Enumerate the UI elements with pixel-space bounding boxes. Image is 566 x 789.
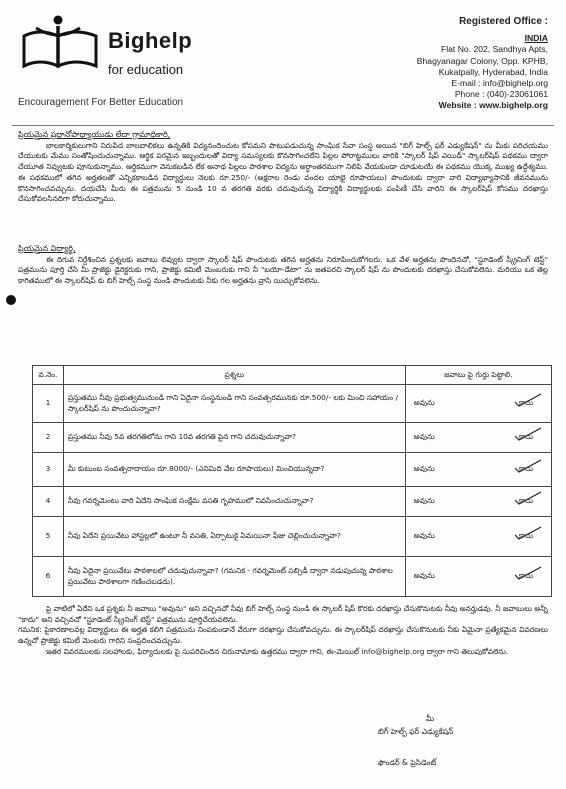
answer-cell (405, 487, 551, 517)
remark-note: గమనిక: పైకారణాలవల్ల విద్యార్థులు ఈ అర్హత కలిగి పత్రమును నింపకుండానే వేరుగా దరఖాస్తు చేసుకోవచ్చును. ఈ స్కాలర్‌షిప్ దరఖాస్తు చేసుకొనుటకు నీకు ఏమైనా ప్రత్యేకమైన వివరణలు ఉన్నచో ప్రాజెక్టు కమిటీ మెంబరు గారిని సంప్రదించవచ్చును. (18, 625, 548, 646)
no-option-checked[interactable]: కాదు (519, 398, 533, 409)
table-row (33, 423, 552, 453)
row-number: 4 (33, 487, 64, 517)
tick-mark-icon (513, 565, 543, 581)
brand-subtitle: for education (108, 62, 184, 77)
row-number: 3 (33, 453, 64, 487)
row-question: ప్రస్తుతము నీవు ప్రభుత్వమునుండి గాని ఏదైనా సంస్థనుండి గాని సంవత్సరమునకు రూ.500/- లకు మించి సహాయం / స్కాలర్‌షిప్ ను పొందుచున్నావా? (63, 385, 405, 423)
office-country: INDIA (524, 33, 548, 44)
registered-office-block (338, 16, 548, 112)
logo-figure-icon (18, 14, 104, 70)
yes-option[interactable]: అవును (413, 464, 435, 474)
signoff-title: ఫౌండర్ & ప్రెసిడెంట్ (378, 758, 437, 767)
no-option-checked[interactable]: కాదు (519, 531, 533, 542)
table-row (33, 517, 552, 557)
row-question: ప్రస్తుతము నీవు 5వ తరగతిలోను గాని 10వ తరగతి పైన గాని చదువుచున్నావా? (63, 423, 405, 453)
signoff-org: బిగ్ హెల్ప్ ఫర్ ఎడ్యుకేషన్ (378, 727, 454, 736)
office-line: Bhagyanagar Colony, Opp. KPHB, (416, 55, 548, 66)
signature-block (378, 712, 453, 769)
office-phone: Phone : (040)-23061061 (454, 89, 548, 100)
office-line: Kukatpally, Hyderabad, India (438, 66, 548, 77)
row-number: 5 (33, 517, 64, 557)
tagline: Encouragement For Better Education (18, 97, 184, 108)
no-option-checked[interactable]: కాదు (519, 464, 533, 475)
office-email: E-mail : info@bighelp.org (451, 78, 548, 89)
yes-option[interactable]: అవును (413, 571, 435, 581)
col-header-question: ప్రశ్నలు (63, 366, 405, 385)
tick-mark-icon (513, 458, 543, 474)
tick-mark-icon (513, 392, 543, 408)
no-option-checked[interactable]: కాదు (519, 571, 533, 582)
contact-note: ఇతర వివరములకు సలహాలకు, ఫిర్యాదులకు పై సుపరిచిందిన చిరునామాకు ఉత్తరము ద్వారా గాని, ఈ-మెయిల్ info@bighelp.org ద్వారా గాని తెలుపుకోవలెను. (46, 646, 509, 656)
punch-hole-mark (6, 295, 16, 305)
answer-cell (405, 453, 551, 487)
office-website: Website : www.bighelp.org (438, 100, 548, 111)
col-header-answer: జవాబు పై గుర్తు పెట్టాలి. (405, 366, 551, 385)
signoff-yours: మీ (426, 714, 435, 723)
no-option-checked[interactable]: కాదు (519, 496, 533, 507)
answer-cell (405, 423, 551, 453)
row-question: నీవు ఏదైనా ప్రయివేటు పాఠశాలలో చదువుచున్నావా? (గమనిక - గవర్నమెంట్ సబ్సిడీ ద్వారా నడుపుచున్న పాఠశాల ప్రయివేటు పాఠశాలగా గణించబడదు). (63, 557, 405, 597)
tick-mark-icon (513, 490, 543, 506)
table-row (33, 487, 552, 517)
closing-notes (18, 604, 548, 658)
no-option-checked[interactable]: కాదు (519, 432, 533, 443)
header-divider (12, 125, 554, 126)
table-row (33, 557, 552, 597)
tick-mark-icon (513, 525, 543, 541)
eligibility-table (32, 365, 552, 597)
yes-option[interactable]: అవును (413, 496, 435, 506)
col-header-number: వ.నెం. (33, 366, 64, 385)
table-row (33, 453, 552, 487)
answer-cell (405, 385, 551, 423)
answer-cell (405, 557, 551, 597)
greeting: ప్రియమైన ప్రధానోపాధ్యాయుడు లేదా గ్రామాధికారి, (18, 130, 171, 139)
student-salutation: ప్రియమైన విద్యార్థి, (18, 244, 76, 253)
row-question: మీ కుటుంబ సంవత్సరాదాయం రూ.8000/- (ఎనిమిది వేల రూపాయలు) మించియున్నదా? (63, 453, 405, 487)
yes-option[interactable]: అవును (413, 531, 435, 541)
row-number: 6 (33, 557, 64, 597)
row-question: నీవు ఏదేని ప్రయివేటు హాస్టల్లలో ఉంటూ నీ వసతి, ఏర్పాటుకై ఏమయినా ఫీజు చెల్లించుచున్నావా? (63, 517, 405, 557)
student-paragraph: ఈ దిగువ నిర్దేశించిన ప్రశ్నలకు జవాబు లివ్వుట ద్వారా స్కాలర్ షిప్ పొందుటకు తగిన అర్హతను నిరూపించుకోగలరు. ఒక వేళ అర్హతను పొందినచో, "స్టూడెంట్ స్క్రీనింగ్ టెస్ట్" పత్రమును పూర్తి చేసి మీ ప్రాజెక్టు డైరెక్టరుకు గాని, ప్రాజెక్టు కమిటీ మెంబరుకు గాని నీ "బయో-డేటా" ను జతపరచి స్కాలర్ షిప్ ను పొందుటకు దరఖాస్తు చేసుకోవలెను. మరియు ఒక తెల్ల కాగితములో ఈ స్కాలర్‌షిప్ కు బిగ్ హెల్ప్ సంస్థ నుండి పొందుటకు నీకు గల అర్హతను వ్రాసి యిచ్చుకోవలెను. (18, 254, 548, 286)
row-number: 2 (33, 423, 64, 453)
answer-cell (405, 517, 551, 557)
tick-mark-icon (513, 426, 543, 442)
table-row (33, 385, 552, 423)
student-section (18, 244, 548, 287)
intro-paragraph: బాలకార్మికులుగాని నిరుపేద బాలబాలికలు ఉన్నతికి విద్యనందించుట కోసమని పాటుపడుచున్న సాంఘిక సేవా సంస్థ అయిన "బిగ్ హెల్ప్ ఫర్ ఎడ్యుకేషన్" ను మీకు పరిచయము చేయుటకు మేము సంతోషించుచున్నాము. ఆర్థిక పరమైన ఇబ్బందులతో విద్యా సమస్యలకు కొనసాగించలేని పిల్లల పోరాట్టములు వారికి "స్కాలర్ షిప్ ఎయిడ్" స్కాలర్‌షిప్ పథకము ద్వారా చేయూత నివ్వుటకు పూనుకున్నాము. ఆర్థికముగా వెనుకబడిన లేక అనాథ పిల్లలు పాఠశాల విద్యను అర్ధాంతరముగా నిలిపి వేయకుండా చూడుటయే ఈ పథకము యొక్క ముఖ్య ఉద్దేశ్యము. ఈ పథకములో తగిన అర్హతలతో ఎన్నికకాబడిన విద్యార్థులు నెలకు రూ.250/- (అక్షరాల రెండు వందల యాభై రూపాయలు) పొందుటకు ద్వారా వారి విద్యాభ్యాసానికి జీవనమును కొనసాగించవచ్చును. దయచేసి మీరు ఈ పత్రమును 5 నుండి 10 వ తరగతి వరకు చదువుచున్న విద్యార్థికి విద్యార్థులకు పంపిణీ చేసి వారిని ఈ స్కాలర్‌షిప్ కోసము దరఖాస్తు చేసుకోవలసినదిగా కోరుచున్నాము. (18, 140, 548, 204)
row-question: నీవు గవర్నమెంటు వారి ఏదేని సాంఘిక సంక్షేమ వసతి గృహములో నివసించుచున్నావా? (63, 487, 405, 517)
yes-option[interactable]: అవును (413, 432, 435, 442)
row-number: 1 (33, 385, 64, 423)
eligibility-note: పై వాటిలో ఏదేని ఒక ప్రశ్నకు నీ జవాబు "అవును" అని వచ్చినచో నీవు బిగ్ హెల్ప్ సంస్థ నుండి ఈ స్కాలర్ షిప్ కొరకు దరఖాస్తు చేసుకొనుటకు నీవు అనర్హుడవు. నీ జవాబులు అన్నీ "కాదు" అని వచ్చినచో "స్టూడెంట్ స్క్రీనింగ్ టెస్ట్" పత్రమును పూర్తిచేయవలెను. (18, 604, 548, 624)
office-title: Registered Office : (459, 16, 548, 27)
brand-name: Bighelp (108, 28, 193, 53)
yes-option[interactable]: అవును (413, 398, 435, 408)
bighelp-logo (18, 14, 78, 66)
office-line: Flat No. 202, Sandhya Apts, (440, 44, 548, 55)
letter-intro (18, 130, 548, 205)
